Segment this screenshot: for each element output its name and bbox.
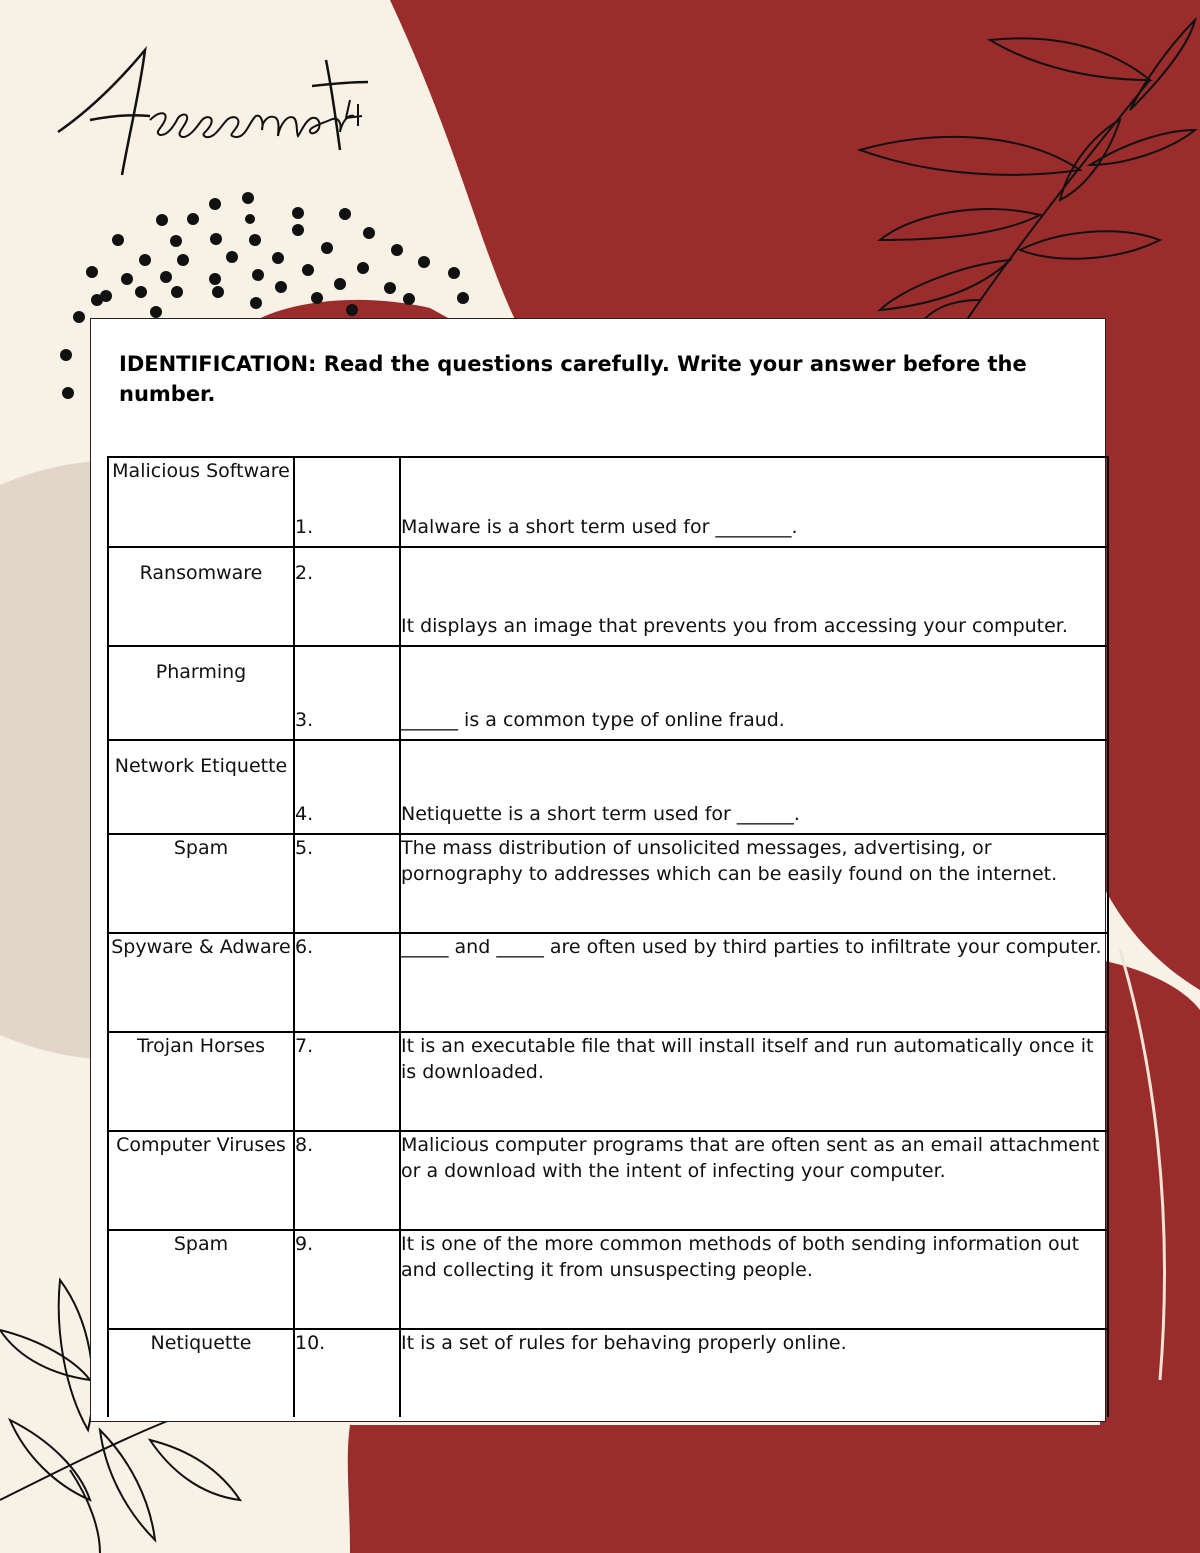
question-cell: It is a set of rules for behaving properly online. — [400, 1329, 1108, 1417]
question-cell: It is one of the more common methods of both sending information out and collecting it from unsuspecting people. — [400, 1230, 1108, 1329]
answer-cell: Pharming — [108, 646, 294, 740]
question-cell: Malicious computer programs that are often sent as an email attachment or a download with the intent of infecting your computer. — [400, 1131, 1108, 1230]
table-row — [108, 646, 1108, 740]
answer-cell: Netiquette — [108, 1329, 294, 1417]
table-row — [108, 1230, 1108, 1329]
question-cell: The mass distribution of unsolicited messages, advertising, or pornography to addresses which can be easily found on the internet. — [400, 834, 1108, 933]
number-cell: 2. — [294, 547, 400, 646]
answer-cell: Spam — [108, 1230, 294, 1329]
answer-cell: Ransomware — [108, 547, 294, 646]
answer-cell: Computer Viruses — [108, 1131, 294, 1230]
assessment-title-script — [50, 40, 380, 190]
answer-cell: Spam — [108, 834, 294, 933]
question-cell: It displays an image that prevents you from accessing your computer. — [400, 547, 1108, 646]
table-row — [108, 834, 1108, 933]
number-cell: 9. — [294, 1230, 400, 1329]
question-cell: ______ is a common type of online fraud. — [400, 646, 1108, 740]
question-cell: Malware is a short term used for ________. — [400, 457, 1108, 547]
table-row — [108, 457, 1108, 547]
number-cell: 6. — [294, 933, 400, 1032]
number-cell: 10. — [294, 1329, 400, 1417]
table-row — [108, 547, 1108, 646]
number-cell: 3. — [294, 646, 400, 740]
answer-cell: Spyware & Adware — [108, 933, 294, 1032]
answer-cell: Trojan Horses — [108, 1032, 294, 1131]
answer-cell: Malicious Software — [108, 457, 294, 547]
table-row — [108, 1329, 1108, 1417]
number-cell: 8. — [294, 1131, 400, 1230]
number-cell: 5. — [294, 834, 400, 933]
table-row — [108, 1032, 1108, 1131]
question-table — [107, 456, 1109, 1417]
question-cell: It is an executable file that will install itself and run automatically once it is downloaded. — [400, 1032, 1108, 1131]
number-cell: 1. — [294, 457, 400, 547]
number-cell: 4. — [294, 740, 400, 834]
table-row — [108, 740, 1108, 834]
question-cell: _____ and _____ are often used by third parties to infiltrate your computer. — [400, 933, 1108, 1032]
number-cell: 7. — [294, 1032, 400, 1131]
assessment-sheet — [90, 318, 1106, 1422]
table-row — [108, 933, 1108, 1032]
instructions-text: IDENTIFICATION: Read the questions carefully. Write your answer before the number. — [119, 352, 1027, 406]
answer-cell: Network Etiquette — [108, 740, 294, 834]
table-row — [108, 1131, 1108, 1230]
question-cell: Netiquette is a short term used for ______. — [400, 740, 1108, 834]
